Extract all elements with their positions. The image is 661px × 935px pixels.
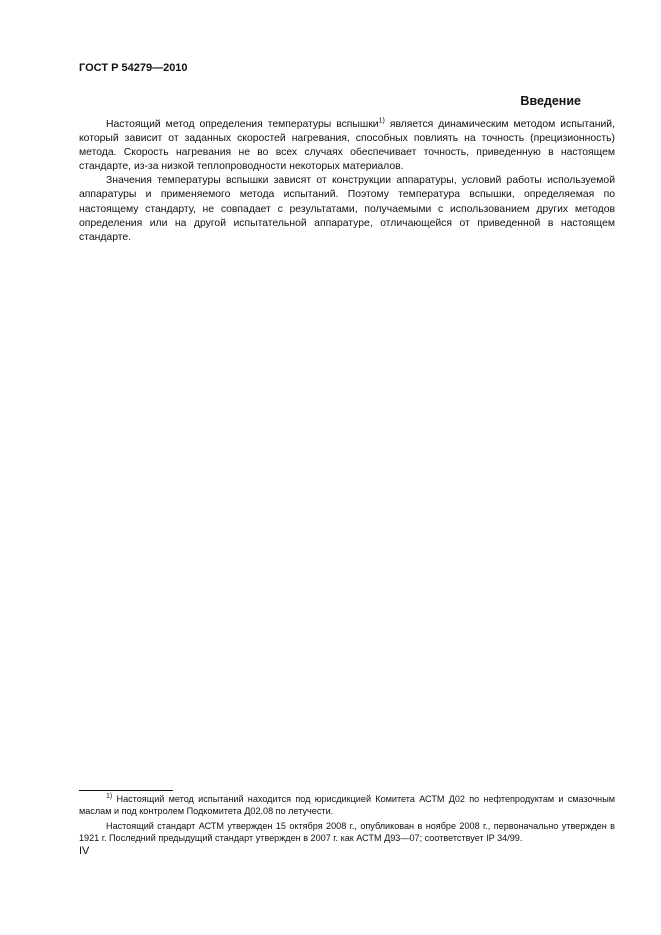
footnote-2: Настоящий стандарт АСТМ утвержден 15 октября 2008 г., опубликован в ноябре 2008 г., первоначально утвержден в 1921 г. Последний предыдущий стандарт утвержден в 2007 г. как АСТМ Д93—07; соответствует IP 34/99. [79, 820, 615, 844]
footnote-1-text: Настоящий метод испытаний находится под юрисдикцией Комитета АСТМ Д02 по нефтепродуктам и смазочным маслам и под контролем Подкомитета Д02.08 по летучести. [79, 794, 615, 817]
page-number: IV [79, 845, 90, 857]
section-title: Введение [520, 94, 581, 108]
paragraph-1-start: Настоящий метод определения температуры вспышки [106, 119, 379, 130]
paragraph-1 [79, 118, 615, 174]
footnote-1-marker: 1) [106, 792, 113, 800]
footnote-ref-1: 1) [378, 117, 385, 125]
footnote-1 [79, 793, 615, 818]
paragraph-2: Значения температуры вспышки зависят от конструкции аппаратуры, условий работы используемой аппаратуры и применяемого метода испытаний. Поэтому температура вспышки, определяемая по настоящему стандарту, не совпадает с результатами, получаемыми с использованием других методов определения или на другой испытательной аппаратуре, отличающейся от приведенной в настоящем стандарте. [79, 175, 615, 243]
footnotes [79, 793, 615, 847]
document-code: ГОСТ Р 54279—2010 [79, 62, 188, 74]
body-text [79, 118, 615, 245]
footnote-divider [79, 790, 173, 791]
paragraph-1-rest: является динамическим методом испытаний, который зависит от заданных скоростей нагревания, способных повлиять на точность (прецизионность) метода. Скорость нагревания не во всех случаях обеспечивает точность, приведенную в настоящем стандарте, из-за низкой теплопроводности некоторых материалов. [79, 119, 615, 173]
